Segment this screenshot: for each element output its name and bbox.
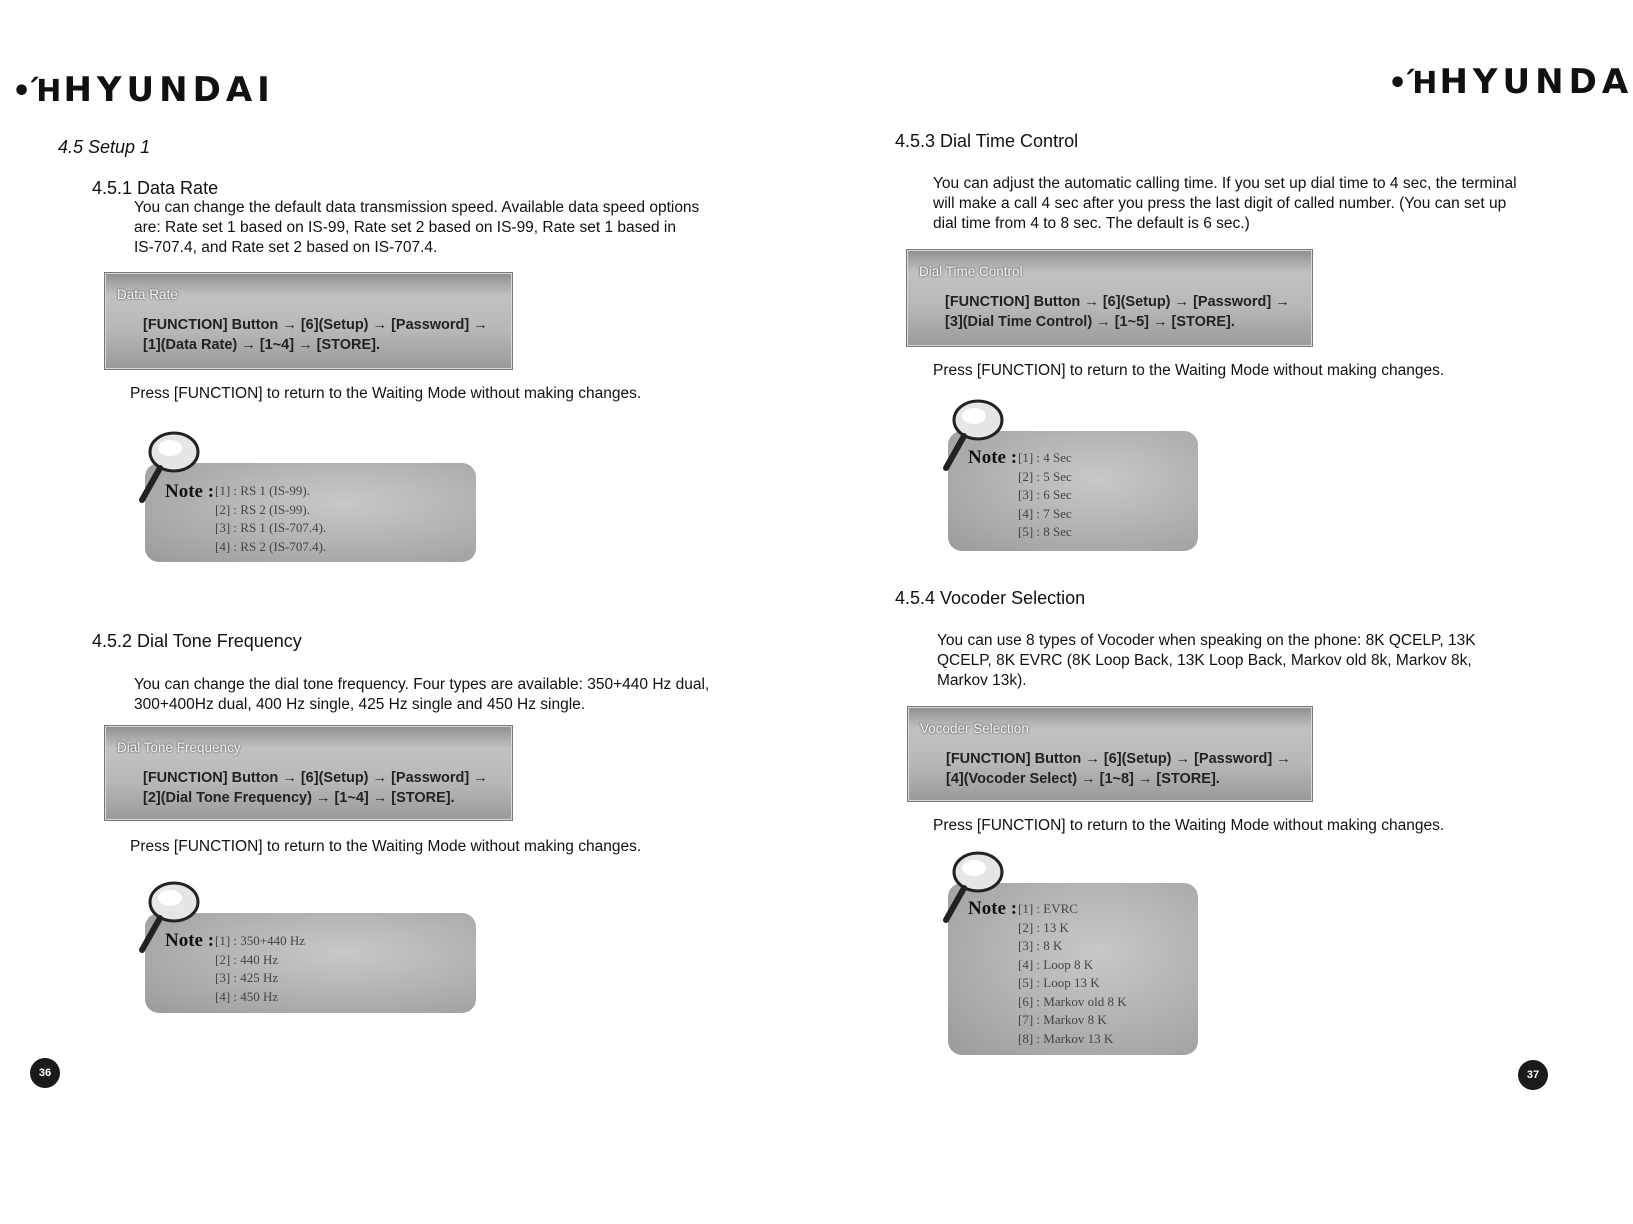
hyundai-logo-mark-icon: •Ή [1388,66,1438,101]
note-items [1018,449,1072,542]
body-line: IS-707.4, and Rate set 2 based on IS-707.4. [134,239,438,256]
note-item: [7] : Markov 8 K [1018,1012,1107,1027]
note-item: [3] : 8 K [1018,938,1063,953]
step-line: [FUNCTION] Button → [6](Setup) → [Password] → [143,770,488,786]
magnifier-icon [132,878,215,958]
note-items [215,482,326,556]
press-function-text: Press [FUNCTION] to return to the Waiting Mode without making changes. [933,817,1445,834]
note-item: [6] : Markov old 8 K [1018,993,1127,1009]
heading-data-rate: 4.5.1 Data Rate [92,178,219,198]
step-line: [FUNCTION] Button → [6](Setup) → [Password] → [143,317,488,333]
dial-tone-body [134,675,709,715]
vocoder-instruction-box [907,706,1313,802]
box-title: Dial Tone Frequency [117,740,241,755]
page-number: 37 [1518,1060,1548,1090]
note-item: [1] : RS 1 (IS-99). [215,483,310,498]
heading-dial-time: 4.5.3 Dial Time Control [895,131,1079,151]
note-item: [2] : 13 K [1018,919,1069,935]
dial-time-instruction-box [906,249,1313,347]
brand-logo-left [12,70,275,110]
note-item: [1] : 350+440 Hz [215,933,306,948]
box-steps [143,768,488,808]
body-line: will make a call 4 sec after you press the last digit of called number. (You can set up [933,195,1507,212]
body-line: QCELP, 8K EVRC (8K Loop Back, 13K Loop Back, Markov old 8k, Markov 8k, [937,652,1472,669]
heading-dial-tone: 4.5.2 Dial Tone Frequency [92,631,302,651]
box-steps [946,749,1291,789]
box-steps [945,292,1290,332]
body-line: Markov 13k). [937,672,1027,689]
hyundai-logo-mark-icon: •Ή [12,74,62,109]
heading-vocoder: 4.5.4 Vocoder Selection [895,588,1086,608]
note-item: [5] : Loop 13 K [1018,975,1100,990]
note-item: [4] : 7 Sec [1018,505,1072,521]
note-item: [4] : Loop 8 K [1018,956,1094,972]
note-label: Note : [968,447,1018,468]
note-item: [2] : 5 Sec [1018,468,1072,484]
note-item: [4] : 450 Hz [215,988,279,1004]
press-function-text: Press [FUNCTION] to return to the Waiting Mode without making changes. [130,838,642,855]
box-title: Vocoder Selection [920,721,1029,736]
body-line: are: Rate set 1 based on IS-99, Rate set 2 based on IS-99, Rate set 1 based in [134,219,676,236]
box-steps [143,315,488,355]
dial-time-body [933,174,1517,234]
magnifier-icon [132,428,215,508]
box-title: Dial Time Control [919,264,1023,279]
body-line: You can adjust the automatic calling time. If you set up dial time to 4 sec, the terminal [933,175,1517,192]
body-line: You can change the dial tone frequency. Four types are available: 350+440 Hz dual, [134,676,710,693]
step-line: [FUNCTION] Button → [6](Setup) → [Password] → [946,751,1291,767]
step-line: [4](Vocoder Select) → [1~8] → [STORE]. [946,771,1220,787]
note-item: [2] : RS 2 (IS-99). [215,501,310,517]
press-function-text: Press [FUNCTION] to return to the Waiting Mode without making changes. [130,385,642,402]
note-item: [4] : RS 2 (IS-707.4). [215,538,327,554]
note-item: [2] : 440 Hz [215,951,279,967]
step-line: [2](Dial Tone Frequency) → [1~4] → [STORE]. [143,790,455,806]
note-label: Note : [968,898,1018,919]
dial-tone-instruction-box [104,725,513,821]
vocoder-body [937,631,1476,691]
body-line: You can use 8 types of Vocoder when speaking on the phone: 8K QCELP, 13K [937,632,1476,649]
note-item: [8] : Markov 13 K [1018,1030,1114,1046]
note-item: [1] : EVRC [1018,901,1078,916]
page-number: 36 [30,1058,60,1088]
data-rate-instruction-box [104,272,513,370]
magnifier-icon [936,396,1016,476]
note-label: Note : [165,930,215,951]
brand-name: HYUNDAI [63,70,275,110]
data-rate-body [134,198,699,258]
body-line: 300+400Hz dual, 400 Hz single, 425 Hz single and 450 Hz single. [134,696,586,713]
press-function-text: Press [FUNCTION] to return to the Waiting Mode without making changes. [933,362,1445,379]
box-title: Data Rate [117,287,178,302]
brand-name: HYUNDA [1439,62,1633,102]
note-label: Note : [165,481,215,502]
body-line: dial time from 4 to 8 sec. The default is 6 sec.) [933,215,1250,232]
magnifier-icon [936,848,1016,928]
note-item: [5] : 8 Sec [1018,524,1072,539]
note-item: [3] : RS 1 (IS-707.4). [215,520,327,535]
brand-logo-right [1388,62,1633,102]
note-item: [3] : 425 Hz [215,970,279,985]
note-item: [1] : 4 Sec [1018,450,1072,465]
note-items [1018,900,1127,1048]
note-item: [3] : 6 Sec [1018,487,1072,502]
step-line: [3](Dial Time Control) → [1~5] → [STORE]. [945,314,1235,330]
step-line: [1](Data Rate) → [1~4] → [STORE]. [143,337,381,353]
body-line: You can change the default data transmission speed. Available data speed options [134,199,700,216]
section-title: 4.5 Setup 1 [58,137,151,157]
note-items [215,932,305,1006]
step-line: [FUNCTION] Button → [6](Setup) → [Password] → [945,294,1290,310]
